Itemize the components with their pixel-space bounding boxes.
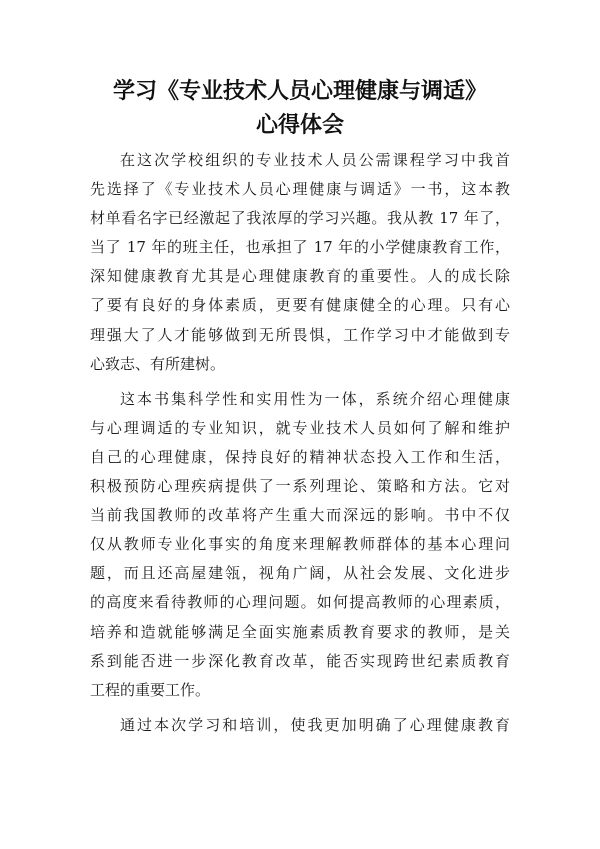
paragraph-line: 先选择了《专业技术人员心理健康与调适》一书，这本教 xyxy=(90,180,510,199)
paragraph-line: 了要有良好的身体素质，更要有健康健全的心理。只有心 xyxy=(90,296,510,315)
paragraph-line: 工程的重要工作。 xyxy=(90,680,211,699)
paragraph-3 xyxy=(90,711,510,740)
paragraph-line: 仅从教师专业化事实的角度来理解教师群体的基本心理问 xyxy=(90,535,510,554)
paragraph-2 xyxy=(90,385,510,705)
paragraph-line: 材单看名字已经激起了我浓厚的学习兴趣。我从教 17 年了， xyxy=(90,209,510,228)
paragraph-line: 深知健康教育尤其是心理健康教育的重要性。人的成长除 xyxy=(90,267,510,286)
paragraph-line: 理强大了人才能够做到无所畏惧，工作学习中才能做到专 xyxy=(90,325,510,344)
document-title-line-1: 学习《专业技术人员心理健康与调适》 xyxy=(112,79,487,104)
document-body xyxy=(90,146,510,740)
paragraph-line: 与心理调适的专业知识，就专业技术人员如何了解和维护 xyxy=(90,418,510,437)
paragraph-line: 题，而且还高屋建瓴，视角广阔，从社会发展、文化进步 xyxy=(90,564,510,583)
paragraph-line: 自己的心理健康，保持良好的精神状态投入工作和生活， xyxy=(90,447,510,466)
paragraph-line: 通过本次学习和培训，使我更加明确了心理健康教育 xyxy=(120,715,510,734)
paragraph-line: 这本书集科学性和实用性为一体，系统介绍心理健康 xyxy=(120,389,510,408)
paragraph-line: 的高度来看待教师的心理问题。如何提高教师的心理素质， xyxy=(90,593,510,612)
paragraph-line: 在这次学校组织的专业技术人员公需课程学习中我首 xyxy=(120,151,510,169)
document-title-line-2: 心得体会 xyxy=(255,113,344,138)
paragraph-line: 积极预防心理疾病提供了一系列理论、策略和方法。它对 xyxy=(90,477,510,496)
paragraph-line: 当了 17 年的班主任，也承担了 17 年的小学健康教育工作， xyxy=(90,238,510,257)
paragraph-1 xyxy=(90,146,510,379)
paragraph-line: 系到能否进一步深化教育改革，能否实现跨世纪素质教育 xyxy=(90,651,510,670)
paragraph-line: 培养和造就能够满足全面实施素质教育要求的教师，是关 xyxy=(90,622,510,641)
paragraph-line: 当前我国教师的改革将产生重大而深远的影响。书中不仅 xyxy=(90,506,510,525)
paragraph-line: 心致志、有所建树。 xyxy=(90,354,226,373)
